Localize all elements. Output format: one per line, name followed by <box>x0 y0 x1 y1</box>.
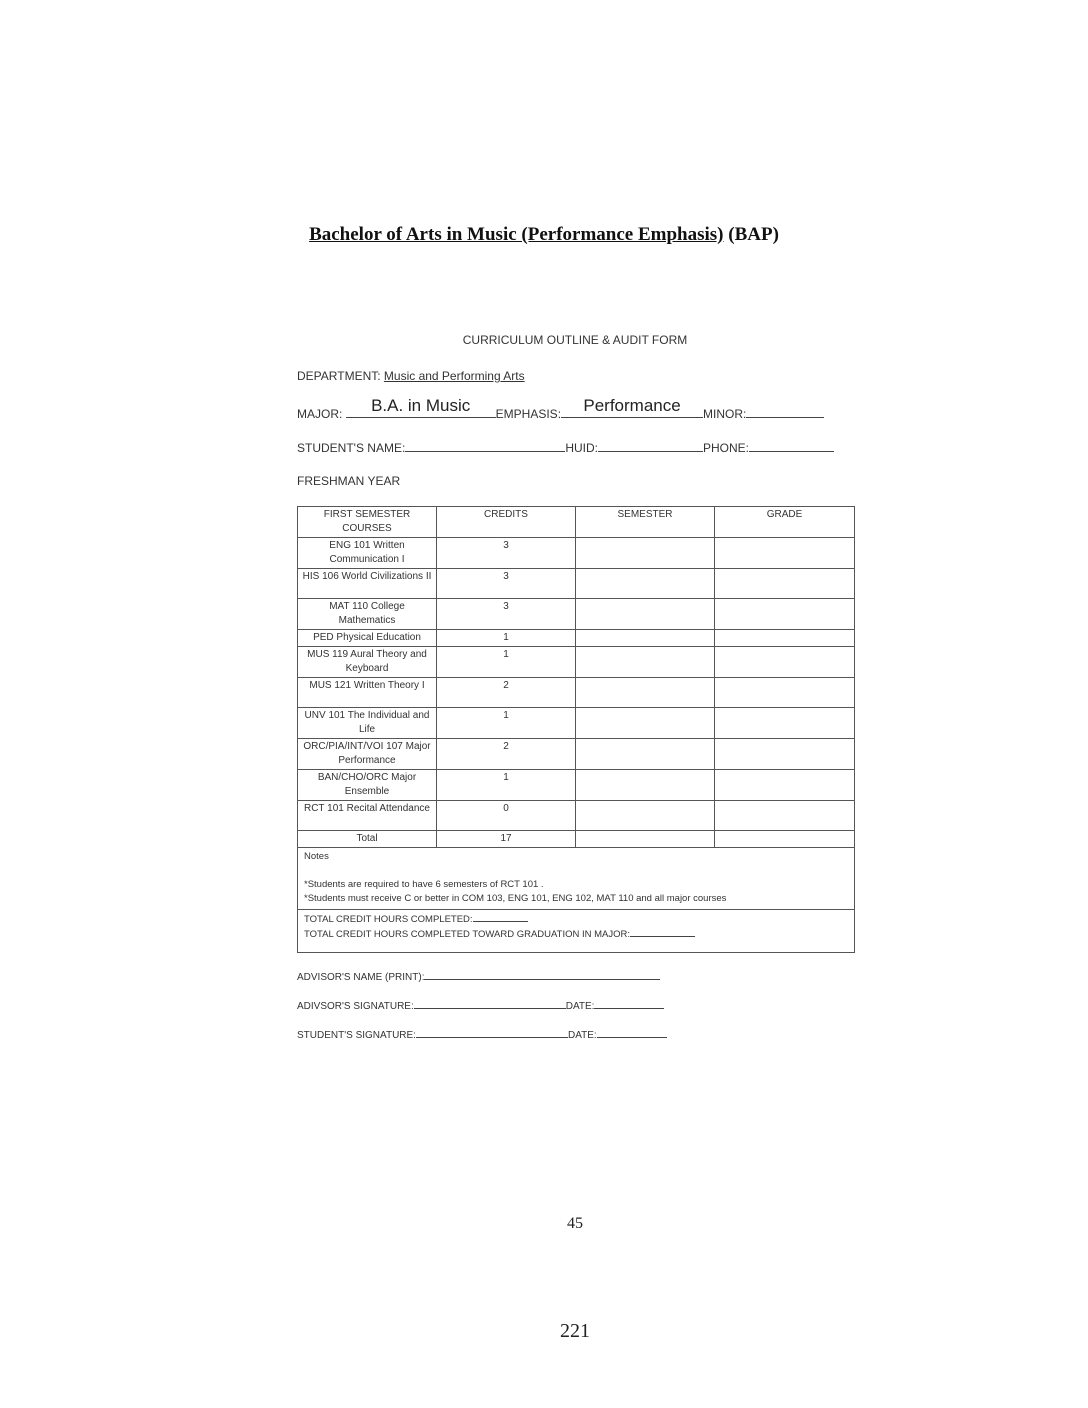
semester-cell[interactable] <box>576 801 715 831</box>
year-heading: FRESHMAN YEAR <box>297 474 401 488</box>
semester-cell[interactable] <box>576 630 715 647</box>
major-field[interactable] <box>346 396 496 418</box>
advisor-signature-label: ADIVSOR'S SIGNATURE: <box>297 1001 414 1012</box>
total-credits: 17 <box>437 831 576 848</box>
total-label: Total <box>298 831 437 848</box>
table-row <box>298 739 855 770</box>
table-row <box>298 770 855 801</box>
totals-row <box>298 910 855 953</box>
table-row <box>298 708 855 739</box>
course-cell: RCT 101 Recital Attendance <box>298 801 437 831</box>
credits-cell: 1 <box>437 647 576 678</box>
total-major-hours-label: TOTAL CREDIT HOURS COMPLETED TOWARD GRADUATION IN MAJOR: <box>304 929 631 940</box>
total-hours-field[interactable] <box>473 912 528 922</box>
header-semester: SEMESTER <box>576 507 715 538</box>
header-courses: FIRST SEMESTER COURSES <box>298 507 437 538</box>
credits-cell: 1 <box>437 708 576 739</box>
inner-page-number: 45 <box>567 1215 583 1232</box>
credits-cell: 1 <box>437 630 576 647</box>
semester-cell[interactable] <box>576 647 715 678</box>
grade-cell[interactable] <box>715 739 855 770</box>
semester-cell[interactable] <box>576 569 715 599</box>
advisor-date-field[interactable] <box>594 999 664 1009</box>
grade-cell[interactable] <box>715 630 855 647</box>
total-hours-label: TOTAL CREDIT HOURS COMPLETED: <box>304 914 473 925</box>
semester-cell[interactable] <box>576 770 715 801</box>
course-table <box>297 506 855 953</box>
huid-field[interactable] <box>598 439 703 452</box>
emphasis-value: Performance <box>583 396 681 415</box>
course-cell: PED Physical Education <box>298 630 437 647</box>
credits-cell: 0 <box>437 801 576 831</box>
table-row <box>298 801 855 831</box>
student-date-label: DATE: <box>567 1030 597 1041</box>
page-title <box>0 224 1088 246</box>
emphasis-field[interactable] <box>561 396 703 418</box>
phone-field[interactable] <box>749 439 834 452</box>
table-row <box>298 678 855 708</box>
student-name-label: STUDENT'S NAME: <box>297 441 406 455</box>
student-signature-field[interactable] <box>416 1028 568 1038</box>
page-title-main: Bachelor of Arts in Music (Performance Emphasis) <box>309 224 724 245</box>
course-cell: ORC/PIA/INT/VOI 107 Major Performance <box>298 739 437 770</box>
total-grade-cell <box>715 831 855 848</box>
advisor-date-label: DATE: <box>565 1001 595 1012</box>
student-signature-label: STUDENT'S SIGNATURE: <box>297 1030 416 1041</box>
course-cell: HIS 106 World Civilizations II <box>298 569 437 599</box>
course-cell: UNV 101 The Individual and Life <box>298 708 437 739</box>
total-semester-cell <box>576 831 715 848</box>
outer-page-number: 221 <box>560 1320 590 1342</box>
totals-cell <box>298 910 855 953</box>
major-label: MAJOR: <box>297 407 346 421</box>
department-label: DEPARTMENT: <box>297 369 384 383</box>
note-line: *Students are required to have 6 semesters of RCT 101 . <box>304 879 544 890</box>
grade-cell[interactable] <box>715 708 855 739</box>
semester-cell[interactable] <box>576 678 715 708</box>
notes-row <box>298 848 855 910</box>
advisor-name-field[interactable] <box>424 970 660 980</box>
notes-cell <box>298 848 855 910</box>
credits-cell: 1 <box>437 770 576 801</box>
student-name-field[interactable] <box>405 439 565 452</box>
course-cell: BAN/CHO/ORC Major Ensemble <box>298 770 437 801</box>
grade-cell[interactable] <box>715 770 855 801</box>
department-line <box>297 369 525 383</box>
advisor-name-line <box>297 970 660 983</box>
notes-label: Notes <box>304 851 329 862</box>
course-cell: MAT 110 College Mathematics <box>298 599 437 630</box>
grade-cell[interactable] <box>715 538 855 569</box>
table-row <box>298 569 855 599</box>
grade-cell[interactable] <box>715 599 855 630</box>
grade-cell[interactable] <box>715 678 855 708</box>
semester-cell[interactable] <box>576 739 715 770</box>
course-cell: ENG 101 Written Communication I <box>298 538 437 569</box>
student-date-field[interactable] <box>597 1028 667 1038</box>
form-title: CURRICULUM OUTLINE & AUDIT FORM <box>462 333 688 347</box>
grade-cell[interactable] <box>715 569 855 599</box>
header-credits: CREDITS <box>437 507 576 538</box>
table-row <box>298 647 855 678</box>
page-title-suffix: (BAP) <box>723 224 779 245</box>
total-major-hours-field[interactable] <box>630 927 695 937</box>
department-value: Music and Performing Arts <box>383 369 525 383</box>
note-line: *Students must receive C or better in COM 103, ENG 101, ENG 102, MAT 110 and all major courses <box>304 893 727 904</box>
grade-cell[interactable] <box>715 647 855 678</box>
semester-cell[interactable] <box>576 538 715 569</box>
total-row <box>298 831 855 848</box>
advisor-signature-line <box>297 999 664 1012</box>
student-line <box>297 439 834 455</box>
semester-cell[interactable] <box>576 599 715 630</box>
course-cell: MUS 121 Written Theory I <box>298 678 437 708</box>
major-line <box>297 396 824 421</box>
credits-cell: 3 <box>437 538 576 569</box>
credits-cell: 2 <box>437 739 576 770</box>
table-header-row <box>298 507 855 538</box>
major-value: B.A. in Music <box>371 396 471 415</box>
minor-field[interactable] <box>746 405 824 418</box>
table-row <box>298 538 855 569</box>
semester-cell[interactable] <box>576 708 715 739</box>
phone-label: PHONE: <box>702 441 749 455</box>
student-signature-line <box>297 1028 667 1041</box>
table-row <box>298 630 855 647</box>
grade-cell[interactable] <box>715 801 855 831</box>
header-grade: GRADE <box>715 507 855 538</box>
credits-cell: 3 <box>437 599 576 630</box>
emphasis-label: EMPHASIS: <box>495 407 562 421</box>
advisor-signature-field[interactable] <box>414 999 566 1009</box>
table-row <box>298 599 855 630</box>
credits-cell: 3 <box>437 569 576 599</box>
huid-label: HUID: <box>565 441 598 455</box>
advisor-name-label: ADVISOR'S NAME (PRINT): <box>297 972 425 983</box>
minor-label: MINOR: <box>703 407 747 421</box>
credits-cell: 2 <box>437 678 576 708</box>
course-cell: MUS 119 Aural Theory and Keyboard <box>298 647 437 678</box>
